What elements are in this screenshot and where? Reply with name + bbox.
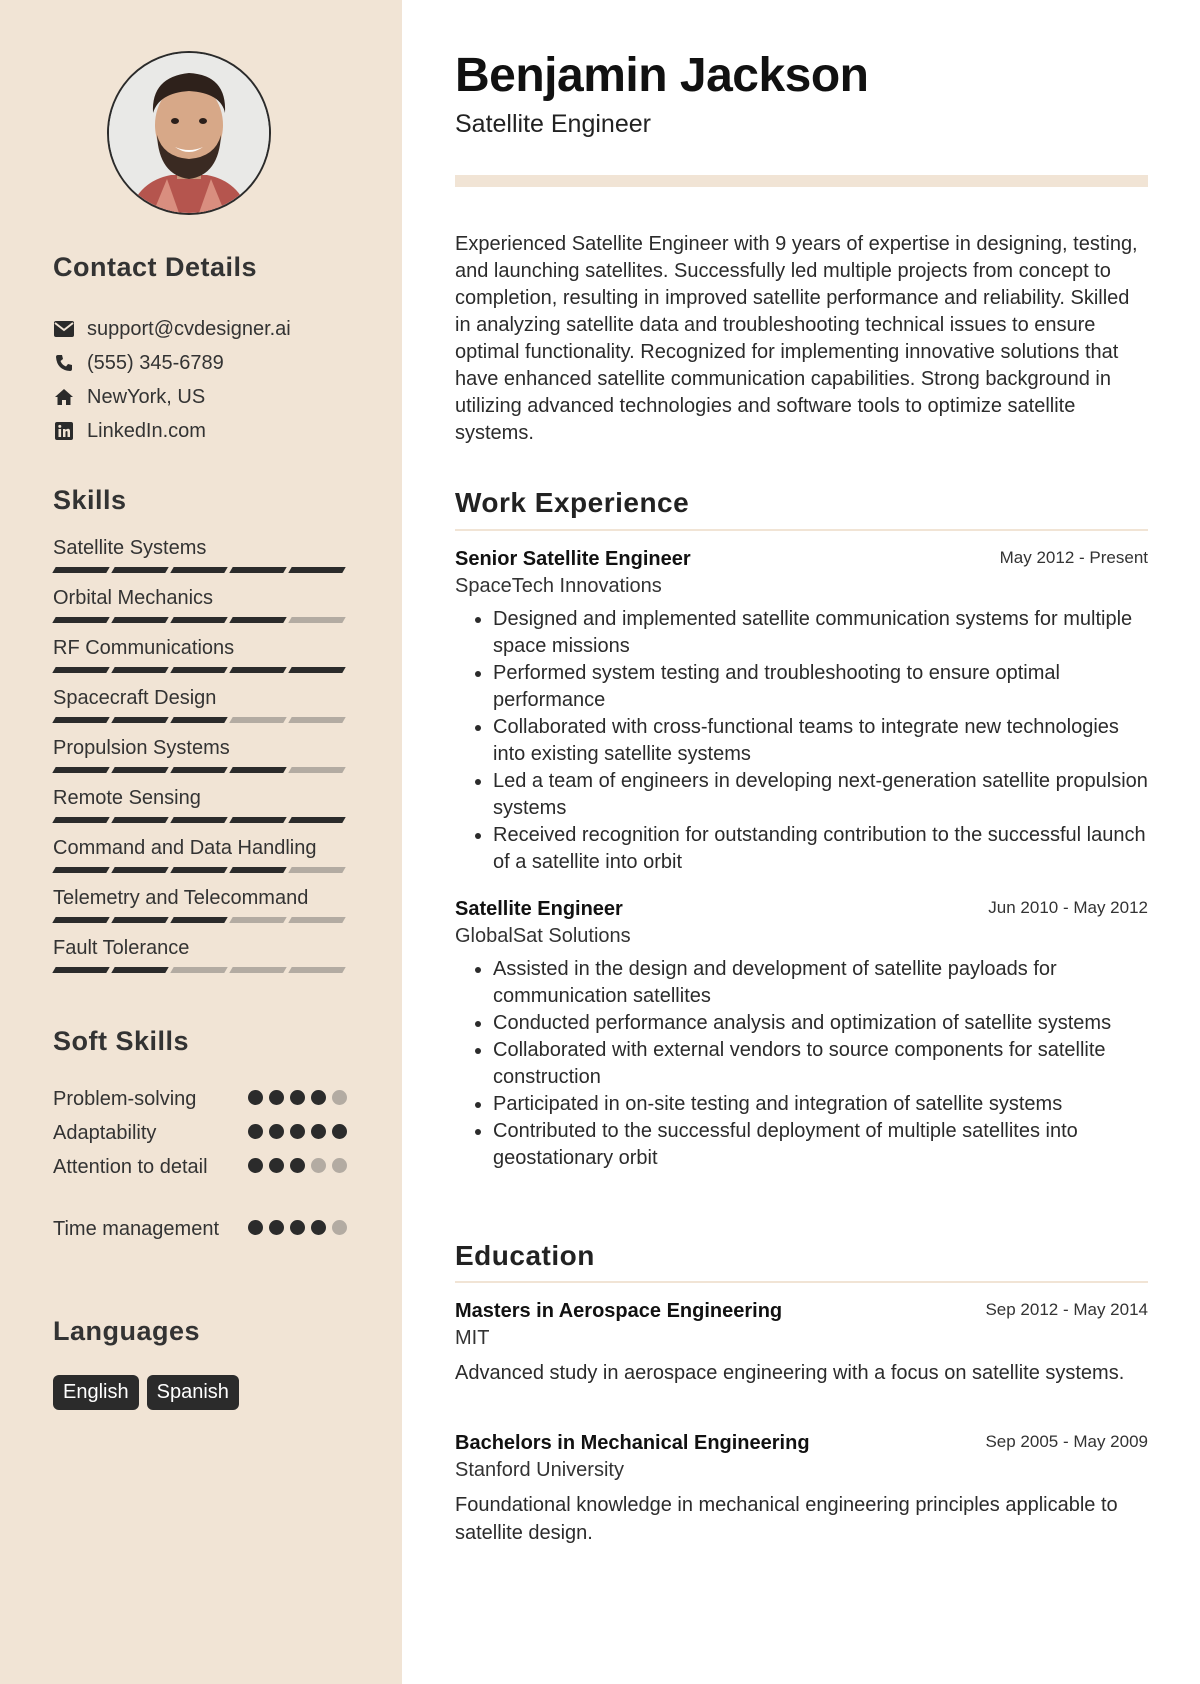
skill-level-segment [288, 817, 345, 823]
soft-skills-section [53, 1026, 353, 1240]
skill-label: Spacecraft Design [53, 687, 217, 709]
skill-label: Command and Data Handling [53, 837, 317, 859]
contact-linkedin[interactable] [53, 419, 206, 443]
skill-level-segment [52, 567, 109, 573]
skill-label: Satellite Systems [53, 537, 207, 559]
skill-level-segment [229, 967, 286, 973]
rating-dot [332, 1158, 347, 1173]
soft-skills-heading: Soft Skills [53, 1026, 190, 1056]
skill-level-segment [288, 567, 345, 573]
job-bullet: • Assisted in the design and development of satellite payloads for communication satellites [493, 956, 1148, 1010]
languages-section [53, 1316, 353, 1403]
contact-phone[interactable] [53, 351, 224, 375]
soft-skill-label: Attention to detail [53, 1156, 208, 1178]
rating-dot [269, 1158, 284, 1173]
soft-skill-item [53, 1086, 353, 1113]
skill-item [53, 587, 353, 610]
skill-level-segment [288, 767, 345, 773]
contact-phone-text: (555) 345-6789 [87, 351, 224, 374]
rating-dot [311, 1124, 326, 1139]
education-heading: Education [455, 1240, 595, 1271]
skill-item [53, 687, 353, 710]
skill-level-segment [111, 667, 168, 673]
skill-level-segment [52, 967, 109, 973]
rating-dot [290, 1158, 305, 1173]
soft-skill-label: Problem-solving [53, 1088, 197, 1110]
soft-skill-rating [248, 1158, 353, 1173]
candidate-title: Satellite Engineer [455, 110, 651, 138]
skill-level-segment [111, 567, 168, 573]
phone-icon [53, 352, 75, 374]
skill-level-segment [111, 717, 168, 723]
skill-level-segment [229, 767, 286, 773]
skill-level-segment [229, 917, 286, 923]
skill-level-segment [111, 617, 168, 623]
skill-label: RF Communications [53, 637, 235, 659]
language-badge: English [53, 1375, 139, 1410]
skill-label: Fault Tolerance [53, 937, 190, 959]
skill-item [53, 537, 353, 560]
skill-level-segment [229, 867, 286, 873]
skill-level-segment [52, 867, 109, 873]
job-bullet: • Received recognition for outstanding contribution to the successful launch of a satellite into orbit [493, 822, 1148, 876]
skill-item [53, 637, 353, 660]
skill-level-segment [170, 767, 227, 773]
skill-item [53, 837, 353, 860]
job-bullet: • Contributed to the successful deployment of multiple satellites into geostationary orbit [493, 1118, 1148, 1172]
skill-level-segment [111, 917, 168, 923]
languages-heading: Languages [53, 1316, 201, 1346]
soft-skill-label: Time management [53, 1218, 219, 1240]
job-company: GlobalSat Solutions [455, 925, 631, 947]
rating-dot [269, 1124, 284, 1139]
skill-level-bar [54, 917, 349, 923]
home-icon [53, 386, 75, 408]
soft-skill-rating [248, 1124, 353, 1139]
contact-heading: Contact Details [53, 252, 258, 282]
job-bullet: • Collaborated with cross-functional teams to integrate new technologies into existing satellite systems [493, 714, 1148, 768]
skills-section [53, 485, 353, 959]
contact-email-text: support@cvdesigner.ai [87, 317, 291, 340]
skill-label: Telemetry and Telecommand [53, 887, 309, 909]
skill-level-segment [170, 867, 227, 873]
skill-item [53, 737, 353, 760]
skill-level-segment [170, 917, 227, 923]
header-divider [455, 175, 1148, 187]
profile-summary: Experienced Satellite Engineer with 9 years of expertise in designing, testing, and launching satellites. Successfully led multiple projects from concept to completion, resulting in improved satellite performance and reliability. Skilled in analyzing satellite data and troubleshooting technical issues to ensure optimal functionality. Recognized for implementing innovative solutions that have enhanced satellite communication capabilities. Strong background in utilizing advanced technologies and software tools to optimize satellite systems. [455, 233, 1138, 444]
education-entry [455, 1432, 1148, 1547]
rating-dot [290, 1090, 305, 1105]
degree-title: Masters in Aerospace Engineering [455, 1300, 783, 1322]
skill-level-segment [52, 717, 109, 723]
skills-heading: Skills [53, 485, 127, 515]
job-dates: Jun 2010 - May 2012 [988, 898, 1148, 917]
skill-level-segment [229, 567, 286, 573]
rating-dot [311, 1220, 326, 1235]
rating-dot [290, 1220, 305, 1235]
skill-level-segment [170, 967, 227, 973]
rating-dot [311, 1158, 326, 1173]
skill-level-bar [54, 717, 349, 723]
skill-level-segment [52, 817, 109, 823]
education-entry [455, 1300, 1148, 1387]
skill-level-segment [288, 617, 345, 623]
language-badges [53, 1375, 247, 1410]
rating-dot [290, 1124, 305, 1139]
contact-email[interactable] [53, 317, 291, 341]
skill-level-segment [288, 867, 345, 873]
soft-skill-item [53, 1120, 353, 1147]
skill-level-segment [229, 817, 286, 823]
skill-level-segment [170, 667, 227, 673]
skill-level-segment [170, 717, 227, 723]
avatar-portrait [109, 53, 269, 213]
job-bullet: • Led a team of engineers in developing next-generation satellite propulsion systems [493, 768, 1148, 822]
skill-level-bar [54, 867, 349, 873]
rating-dot [248, 1124, 263, 1139]
education-dates: Sep 2005 - May 2009 [985, 1432, 1148, 1451]
education-description: Foundational knowledge in mechanical engineering principles applicable to satellite design. [455, 1494, 1118, 1544]
skill-level-bar [54, 567, 349, 573]
rating-dot [269, 1220, 284, 1235]
job-title: Senior Satellite Engineer [455, 548, 691, 570]
skill-level-segment [52, 917, 109, 923]
skill-item [53, 787, 353, 810]
rating-dot [332, 1090, 347, 1105]
skill-level-bar [54, 667, 349, 673]
job-bullet: • Collaborated with external vendors to source components for satellite construction [493, 1037, 1148, 1091]
rating-dot [248, 1090, 263, 1105]
skill-level-segment [111, 767, 168, 773]
rating-dot [269, 1090, 284, 1105]
sidebar [0, 0, 402, 1684]
rating-dot [332, 1220, 347, 1235]
job-bullet: • Designed and implemented satellite communication systems for multiple space missions [493, 606, 1148, 660]
soft-skill-item [53, 1154, 353, 1181]
rating-dot [332, 1124, 347, 1139]
contact-section [53, 252, 353, 442]
school-name: MIT [455, 1327, 490, 1349]
job-bullets [455, 956, 1148, 1172]
skill-label: Orbital Mechanics [53, 587, 214, 609]
skill-level-bar [54, 617, 349, 623]
work-heading: Work Experience [455, 487, 690, 518]
degree-title: Bachelors in Mechanical Engineering [455, 1432, 810, 1454]
skill-level-segment [52, 767, 109, 773]
skill-label: Propulsion Systems [53, 737, 230, 759]
skill-level-segment [229, 717, 286, 723]
job-entry [455, 548, 1148, 876]
soft-skill-item [53, 1216, 353, 1243]
skill-level-segment [170, 567, 227, 573]
linkedin-icon [53, 420, 75, 442]
job-entry [455, 898, 1148, 1172]
skill-level-segment [288, 967, 345, 973]
skill-level-segment [288, 667, 345, 673]
skill-level-segment [170, 617, 227, 623]
skill-level-segment [111, 867, 168, 873]
job-bullets [455, 606, 1148, 876]
skill-level-segment [288, 917, 345, 923]
education-dates: Sep 2012 - May 2014 [985, 1300, 1148, 1319]
job-title: Satellite Engineer [455, 898, 623, 920]
education-divider [455, 1281, 1148, 1283]
skill-label: Remote Sensing [53, 787, 201, 809]
soft-skill-rating [248, 1220, 353, 1235]
skill-level-segment [52, 667, 109, 673]
avatar [107, 51, 271, 215]
envelope-icon [53, 318, 75, 340]
rating-dot [311, 1090, 326, 1105]
skill-level-bar [54, 967, 349, 973]
language-badge: Spanish [147, 1375, 239, 1410]
rating-dot [248, 1220, 263, 1235]
rating-dot [248, 1158, 263, 1173]
contact-location-text: NewYork, US [87, 385, 206, 408]
education-description: Advanced study in aerospace engineering with a focus on satellite systems. [455, 1362, 1125, 1384]
job-bullet: • Conducted performance analysis and optimization of satellite systems [493, 1010, 1148, 1037]
skill-level-segment [111, 817, 168, 823]
skill-level-segment [229, 617, 286, 623]
school-name: Stanford University [455, 1459, 624, 1481]
skill-level-segment [170, 817, 227, 823]
soft-skill-rating [248, 1090, 353, 1105]
work-divider [455, 529, 1148, 531]
skill-level-segment [111, 967, 168, 973]
job-dates: May 2012 - Present [999, 548, 1148, 567]
contact-location [53, 385, 205, 409]
soft-skill-label: Adaptability [53, 1122, 157, 1144]
skill-level-segment [229, 667, 286, 673]
skill-level-bar [54, 817, 349, 823]
skill-level-segment [288, 717, 345, 723]
job-company: SpaceTech Innovations [455, 575, 662, 597]
job-bullet: • Participated in on-site testing and integration of satellite systems [493, 1091, 1148, 1118]
skill-level-segment [52, 617, 109, 623]
job-bullet: • Performed system testing and troubleshooting to ensure optimal performance [493, 660, 1148, 714]
skill-item [53, 887, 353, 910]
candidate-name: Benjamin Jackson [455, 49, 869, 102]
skill-item [53, 937, 353, 960]
skill-level-bar [54, 767, 349, 773]
contact-linkedin-text: LinkedIn.com [87, 419, 206, 442]
